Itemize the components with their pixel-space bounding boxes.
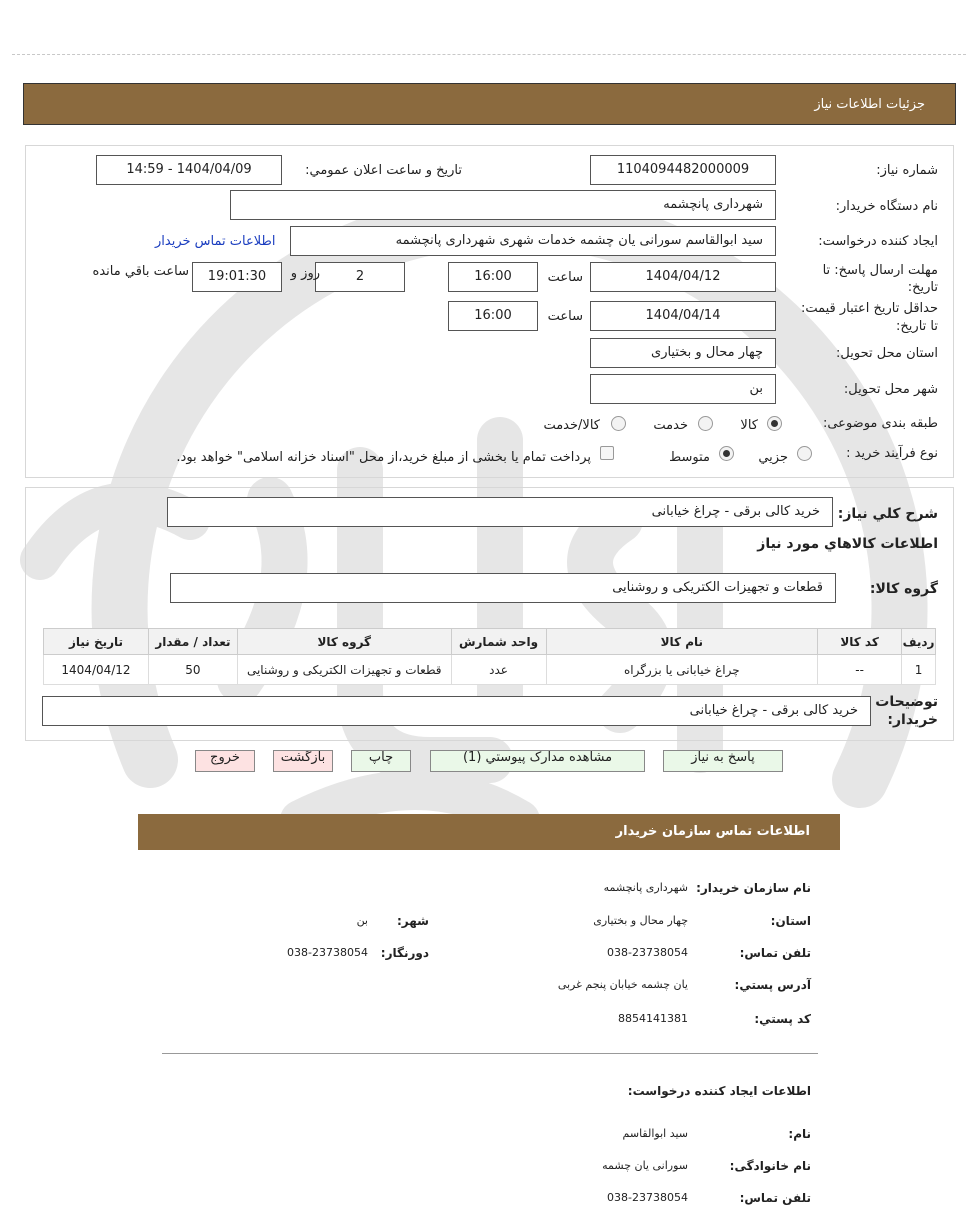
cell-row: 1	[902, 655, 936, 685]
announce-label: تاريخ و ساعت اعلان عمومي:	[305, 163, 462, 178]
requester-info-title: اطلاعات ايجاد کننده درخواست:	[627, 1084, 811, 1098]
cell-date: 1404/04/12	[44, 655, 149, 685]
purchase-type-label: نوع فرآيند خريد :	[846, 446, 938, 461]
need-number-field: 1104094482000009	[590, 155, 776, 185]
validity-date-field: 1404/04/14	[590, 301, 776, 331]
exit-button[interactable]: خروج	[195, 750, 255, 772]
buyer-notes-label-2: خريدار:	[887, 712, 938, 728]
contact-city: بن	[356, 914, 368, 927]
buyer-notes-field: خرید کالی برقی - چراغ خیابانی	[42, 696, 871, 726]
province-field: چهار محال و بختیاری	[590, 338, 776, 368]
purchase-minor-label: جزيي	[758, 450, 788, 465]
days-label: روز و	[290, 266, 320, 281]
category-goods-label: کالا	[740, 418, 758, 433]
goods-info-title: اطلاعات کالاهاي مورد نياز	[757, 536, 938, 552]
contact-address-label: آدرس پستي:	[734, 978, 811, 992]
contact-province-label: استان:	[770, 914, 811, 928]
contact-fax-label: دورنگار:	[380, 946, 429, 960]
contact-province: چهار محال و بختیاری	[593, 914, 688, 927]
print-button[interactable]: چاپ	[351, 750, 411, 772]
requester-field: سید ابوالقاسم سورانی یان چشمه خدمات شهری شهرداری پانچشمه	[290, 226, 776, 256]
deadline-label: مهلت ارسال پاسخ: تا	[822, 263, 938, 278]
page-title: جزئيات اطلاعات نياز	[814, 97, 925, 112]
category-label: طبقه بندی موضوعی:	[822, 416, 938, 431]
payment-note: پرداخت تمام يا بخشی از مبلغ خريد،از محل "اسناد خزانه اسلامی" خواهد بود.	[176, 450, 591, 465]
buyer-org-field: شهرداری پانچشمه	[230, 190, 776, 220]
page-header	[23, 83, 956, 125]
table-row	[44, 655, 936, 685]
col-name: نام کالا	[546, 629, 818, 655]
deadline-time-label: ساعت	[547, 270, 583, 285]
col-unit: واحد شمارش	[451, 629, 546, 655]
purchase-radio-medium[interactable]	[719, 446, 734, 461]
category-service-label: خدمت	[653, 418, 688, 433]
buyer-notes-label: توضيحات	[875, 694, 938, 710]
cell-code: --	[818, 655, 902, 685]
deadline-label-2: تاريخ:	[907, 280, 938, 295]
col-group: گروه کالا	[237, 629, 451, 655]
announce-field: 1404/04/09 - 14:59	[96, 155, 282, 185]
general-desc-field: خرید کالی برقی - چراغ خیابانی	[167, 497, 833, 527]
days-field: 2	[315, 262, 405, 292]
col-date: تاريخ نياز	[44, 629, 149, 655]
requester-label: ايجاد کننده درخواست:	[818, 234, 938, 249]
treasury-checkbox[interactable]	[600, 446, 614, 460]
validity-time-label: ساعت	[547, 309, 583, 324]
requester-last-name-label: نام خانوادگی:	[729, 1159, 811, 1173]
purchase-radio-minor[interactable]	[797, 446, 812, 461]
remaining-label: ساعت باقي مانده	[92, 264, 189, 279]
contact-postal: 8854141381	[618, 1012, 688, 1025]
contact-postal-label: کد پستي:	[754, 1012, 811, 1026]
category-radio-both[interactable]	[611, 416, 626, 431]
col-code: کد کالا	[818, 629, 902, 655]
contact-divider	[162, 1053, 818, 1054]
cell-qty: 50	[148, 655, 237, 685]
back-button[interactable]: بازگشت	[273, 750, 333, 772]
buyer-org-label: نام دستگاه خريدار:	[835, 199, 938, 214]
contact-fax: 038-23738054	[287, 946, 368, 959]
requester-phone: 038-23738054	[607, 1191, 688, 1204]
category-radio-goods[interactable]	[767, 416, 782, 431]
purchase-medium-label: متوسط	[669, 450, 710, 465]
cell-name: چراغ خیابانی یا بزرگراه	[546, 655, 818, 685]
contact-title: اطلاعات تماس سازمان خريدار	[615, 824, 810, 839]
city-field: بن	[590, 374, 776, 404]
goods-group-label: گروه کالا:	[869, 581, 938, 597]
requester-first-name-label: نام:	[788, 1127, 811, 1141]
items-table	[43, 628, 936, 685]
contact-header	[138, 814, 840, 850]
items-table-header	[44, 629, 936, 655]
top-divider	[12, 54, 966, 55]
requester-phone-label: تلفن تماس:	[739, 1191, 811, 1205]
validity-time-field: 16:00	[448, 301, 538, 331]
validity-label: حداقل تاريخ اعتبار قيمت:	[800, 301, 938, 316]
contact-org: شهرداری پانچشمه	[603, 881, 688, 894]
cell-unit: عدد	[451, 655, 546, 685]
province-label: استان محل تحويل:	[836, 346, 938, 361]
requester-last-name: سورانی یان چشمه	[602, 1159, 688, 1172]
category-radio-service[interactable]	[698, 416, 713, 431]
city-label: شهر محل تحويل:	[843, 382, 938, 397]
requester-first-name: سید ابوالقاسم	[622, 1127, 688, 1140]
deadline-date-field: 1404/04/12	[590, 262, 776, 292]
cell-group: قطعات و تجهیزات الکتریکی و روشنایی	[237, 655, 451, 685]
contact-city-label: شهر:	[397, 914, 429, 928]
contact-phone-label: تلفن تماس:	[739, 946, 811, 960]
buyer-contact-link[interactable]: اطلاعات تماس خريدار	[155, 234, 276, 249]
attachments-button[interactable]: مشاهده مدارک پيوستي (1)	[430, 750, 645, 772]
contact-phone: 038-23738054	[607, 946, 688, 959]
contact-org-label: نام سازمان خريدار:	[696, 881, 811, 895]
category-both-label: کالا/خدمت	[543, 418, 600, 433]
contact-address: یان چشمه خیابان پنجم غربی	[557, 978, 688, 991]
need-number-label: شماره نياز:	[876, 163, 938, 178]
col-row: رديف	[902, 629, 936, 655]
goods-group-field: قطعات و تجهیزات الکتریکی و روشنایی	[170, 573, 836, 603]
remaining-time-field: 19:01:30	[192, 262, 282, 292]
reply-button[interactable]: پاسخ به نياز	[663, 750, 783, 772]
deadline-time-field: 16:00	[448, 262, 538, 292]
validity-label-2: تا تاريخ:	[896, 319, 938, 334]
general-desc-label: شرح کلي نياز:	[837, 506, 938, 522]
col-qty: تعداد / مقدار	[148, 629, 237, 655]
